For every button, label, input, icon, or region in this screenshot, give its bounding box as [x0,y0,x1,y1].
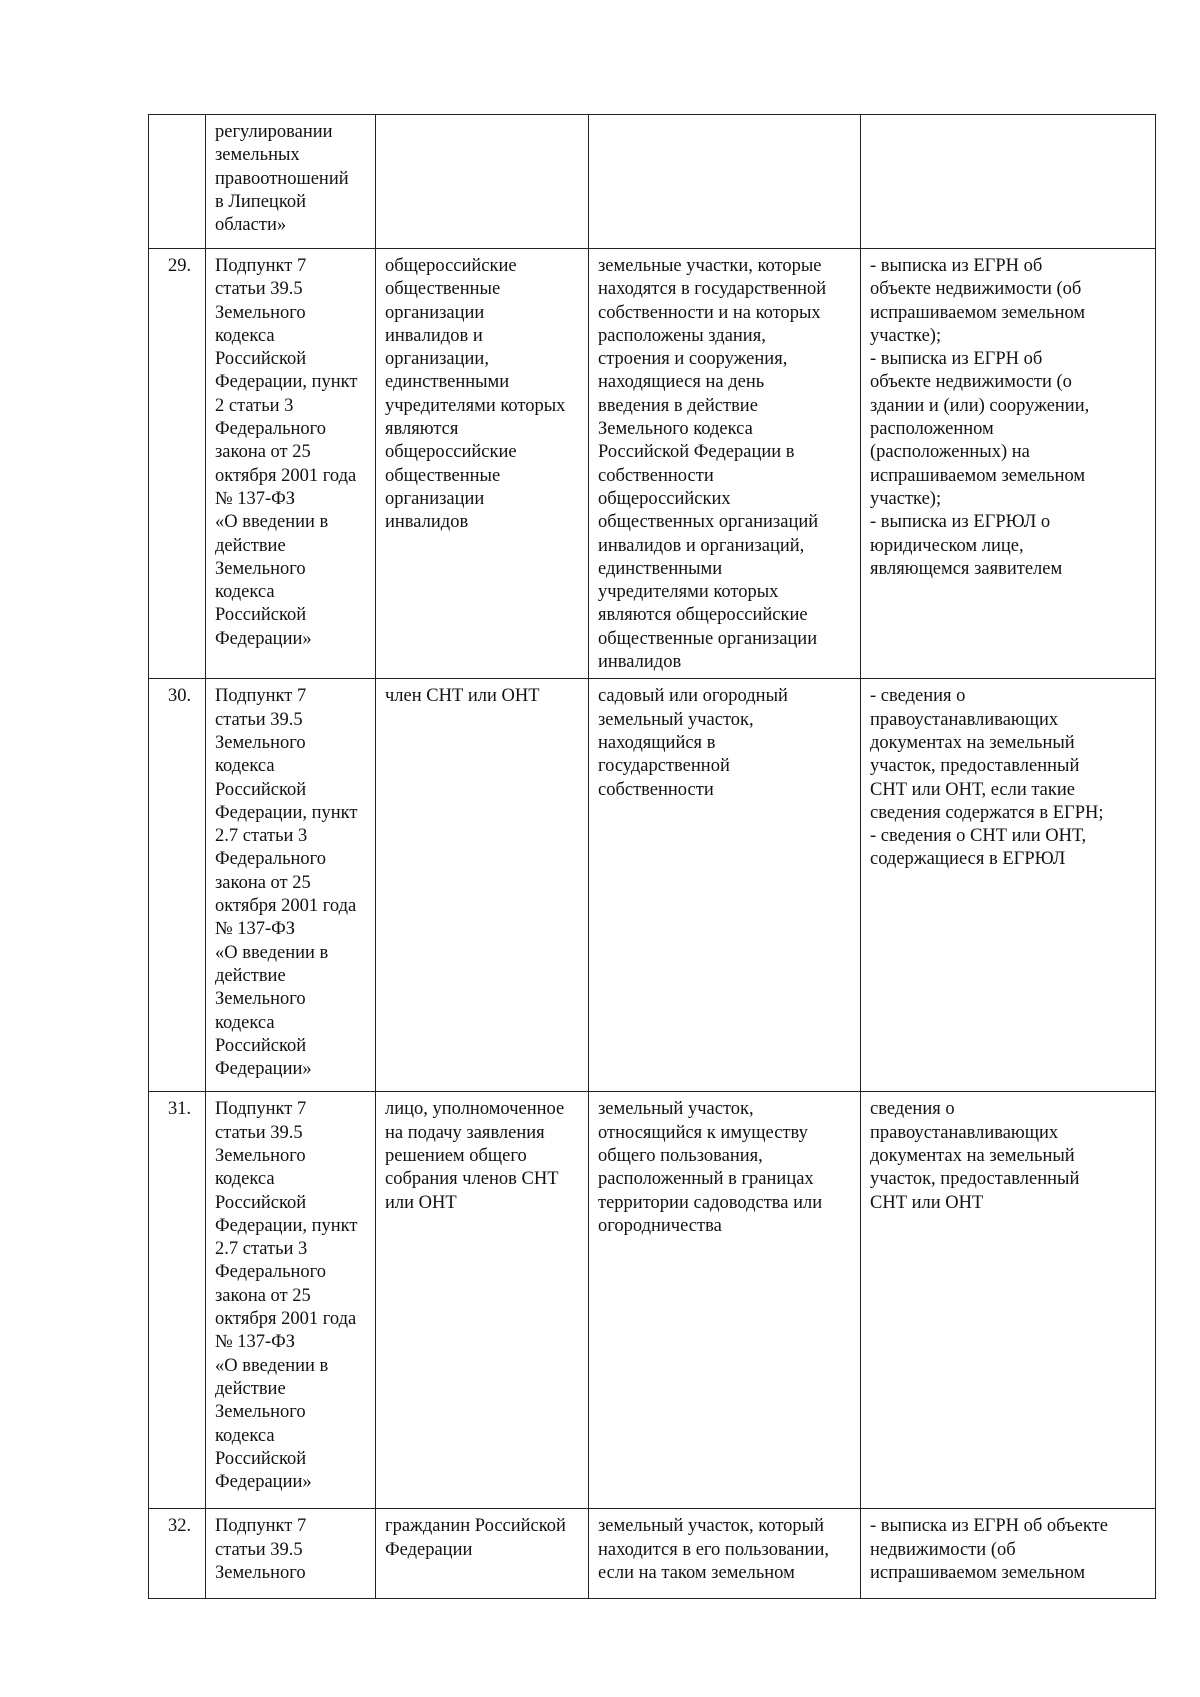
cell-text-line: закона от 25 [215,872,311,893]
applicant-cell [376,679,589,1092]
documents-cell [861,249,1156,679]
cell-text-line: учредителями которых [385,395,566,416]
cell-text-line: Федерации, пункт [215,802,358,823]
cell-text-line: кодекса [215,756,275,777]
land-plot-cell [589,1509,861,1599]
cell-text-line: сведения содержатся в ЕГРН; [870,802,1104,823]
cell-text-line: общественные [385,279,501,300]
cell-text-line: - выписка из ЕГРН об объекте [870,1516,1108,1537]
row-number-cell [149,679,206,1092]
documents-cell [861,1092,1156,1509]
cell-text-line: испрашиваемом земельном [870,302,1086,323]
table-row [149,1092,1156,1509]
cell-text-line: статьи 39.5 [215,1122,303,1143]
cell-text-line: правоустанавливающих [870,1122,1059,1143]
cell-text-line: недвижимости (об [870,1539,1016,1560]
cell-text-line: организации [385,488,485,509]
cell-text-line: статьи 39.5 [215,709,303,730]
cell-text-line: (расположенных) на [870,442,1030,463]
cell-text-line: Российской [215,605,307,626]
cell-text-line: Российской [215,779,307,800]
cell-text-line: введения в действие [598,395,758,416]
cell-text-line: на подачу заявления [385,1122,545,1143]
cell-text-line: документах на земельный [870,1145,1075,1166]
cell-text-line: статьи 39.5 [215,1539,303,1560]
cell-text-line: земельный участок, [598,709,754,730]
cell-text-line: «О введении в [215,1355,329,1376]
cell-text-line: - выписка из ЕГРН об [870,256,1043,276]
cell-text-line: являются [385,419,459,440]
cell-text-line: член СНТ или ОНТ [385,686,540,707]
cell-text-line: Земельного кодекса [598,419,753,440]
cell-text-line: инвалидов [385,512,469,533]
table-row [149,249,1156,679]
cell-text-line: здании и (или) сооружении, [870,395,1090,416]
cell-text-line: правоустанавливающих [870,709,1059,730]
row-number: 30. [167,686,192,707]
cell-text-line: закона от 25 [215,442,311,463]
cell-text-line: октября 2001 года [215,1309,357,1330]
cell-text-line: Земельного [215,558,306,579]
cell-text-line: Федерации» [215,1472,312,1493]
cell-text-line: являются общероссийские [598,605,808,626]
cell-text-line: собственности [598,779,714,800]
cell-text-line: Российской Федерации в [598,442,795,463]
cell-text-line: строения и сооружения, [598,349,788,370]
cell-text-line: решением общего [385,1145,527,1166]
cell-text-line: Федерации» [215,1059,312,1080]
cell-text-line: земельный участок, который [598,1516,824,1537]
cell-text-line: сведения о [870,1099,955,1120]
applicant-cell [376,1092,589,1509]
table-body [149,115,1156,1599]
cell-text-line: - сведения о [870,686,966,707]
cell-text-line: закона от 25 [215,1285,311,1306]
cell-text-line: содержащиеся в ЕГРЮЛ [870,849,1066,870]
cell-text-line: - выписка из ЕГРЮЛ о [870,512,1051,533]
cell-text-line: учредителями которых [598,582,779,603]
cell-text-line: Федерации» [215,628,312,649]
documents-cell [861,115,1156,249]
land-plot-cell [589,1092,861,1509]
cell-text-line: Земельного [215,1145,306,1166]
cell-text-line: Федерации [385,1539,473,1560]
cell-text-line: СНТ или ОНТ, если такие [870,779,1075,800]
applicant-cell [376,115,589,249]
cell-text-line: находятся в государственной [598,279,827,300]
cell-text-line: Федерации, пункт [215,1215,358,1236]
cell-text-line: действие [215,535,286,556]
cell-text-line: садовый или огородный [598,686,788,707]
cell-text-line: Российской [215,1448,307,1469]
cell-text-line: общественных организаций [598,512,819,533]
cell-text-line: Подпункт 7 [215,1099,307,1120]
cell-text-line: документах на земельный [870,732,1075,753]
cell-text-line: кодекса [215,582,275,603]
cell-text-line: регулировании [215,122,333,142]
cell-text-line: Федерации, пункт [215,372,358,393]
row-number-cell [149,249,206,679]
cell-text-line: Подпункт 7 [215,256,307,276]
cell-text-line: кодекса [215,325,275,346]
cell-text-line: Подпункт 7 [215,1516,307,1537]
cell-text-line: общероссийские [385,256,517,276]
cell-text-line: или ОНТ [385,1192,457,1213]
cell-text-line: 2.7 статьи 3 [215,1239,308,1260]
cell-text-line: - выписка из ЕГРН об [870,349,1043,370]
land-plot-cell [589,679,861,1092]
cell-text-line: участке); [870,488,942,509]
cell-text-line: участке); [870,325,942,346]
cell-text-line: «О введении в [215,512,329,533]
applicant-cell [376,249,589,679]
cell-text-line: Земельного [215,1562,306,1583]
cell-text-line: являющемся заявителем [870,558,1063,579]
cell-text-line: участок, предоставленный [870,1169,1080,1190]
cell-text-line: Земельного [215,989,306,1010]
cell-text-line: общероссийские [385,442,517,463]
cell-text-line: единственными [598,558,723,579]
land-plot-cell [589,249,861,679]
cell-text-line: общероссийских [598,488,731,509]
legal-basis-cell [206,679,376,1092]
cell-text-line: Российской [215,1035,307,1056]
cell-text-line: объекте недвижимости (об [870,279,1082,300]
row-number-cell [149,115,206,249]
cell-text-line: огородничества [598,1215,722,1236]
row-number: 32. [167,1516,192,1537]
cell-text-line: земельные участки, которые [598,256,822,276]
cell-text-line: расположенном [870,419,994,440]
cell-text-line: объекте недвижимости (о [870,372,1072,393]
row-number: 31. [167,1099,192,1120]
cell-text-line: гражданин Российской [385,1516,566,1537]
cell-text-line: находится в его пользовании, [598,1539,829,1560]
cell-text-line: организации, [385,349,489,370]
cell-text-line: Земельного [215,1402,306,1423]
cell-text-line: кодекса [215,1012,275,1033]
cell-text-line: Российской [215,349,307,370]
cell-text-line: лицо, уполномоченное [385,1099,565,1120]
cell-text-line: инвалидов [598,652,682,673]
row-number: 29. [167,256,192,276]
cell-text-line: находящийся в [598,732,716,753]
land-plot-documents-table [148,114,1156,1599]
cell-text-line: относящийся к имуществу [598,1122,808,1143]
cell-text-line: действие [215,1378,286,1399]
cell-text-line: правоотношений [215,168,349,189]
row-number-cell [149,1092,206,1509]
table-row [149,115,1156,249]
cell-text-line: № 137-ФЗ [215,1332,296,1353]
cell-text-line: - сведения о СНТ или ОНТ, [870,826,1087,847]
cell-text-line: собрания членов СНТ [385,1169,559,1190]
cell-text-line: организации [385,302,485,323]
cell-text-line: территории садоводства или [598,1192,823,1213]
cell-text-line: октября 2001 года [215,896,357,917]
cell-text-line: № 137-ФЗ [215,919,296,940]
table-row [149,1509,1156,1599]
cell-text-line: СНТ или ОНТ [870,1192,984,1213]
cell-text-line: Федерального [215,849,327,870]
cell-text-line: в Липецкой [215,191,307,212]
cell-text-line: если на таком земельном [598,1562,795,1583]
cell-text-line: инвалидов и организаций, [598,535,805,556]
cell-text-line: «О введении в [215,942,329,963]
cell-text-line: Российской [215,1192,307,1213]
cell-text-line: Федерального [215,1262,327,1283]
cell-text-line: Земельного [215,302,306,323]
cell-text-line: октября 2001 года [215,465,357,486]
cell-text-line: собственности [598,465,714,486]
table-row [149,679,1156,1092]
cell-text-line: общего пользования, [598,1145,763,1166]
cell-text-line: земельных [215,145,300,166]
documents-cell [861,679,1156,1092]
row-number-cell [149,1509,206,1599]
applicant-cell [376,1509,589,1599]
cell-text-line: испрашиваемом земельном [870,1562,1086,1583]
documents-cell [861,1509,1156,1599]
cell-text-line: находящиеся на день [598,372,765,393]
cell-text-line: 2.7 статьи 3 [215,826,308,847]
cell-text-line: испрашиваемом земельном [870,465,1086,486]
cell-text-line: области» [215,215,287,236]
cell-text-line: единственными [385,372,510,393]
cell-text-line: расположенный в границах [598,1169,814,1190]
cell-text-line: собственности и на которых [598,302,821,323]
cell-text-line: общественные [385,465,501,486]
legal-basis-cell [206,249,376,679]
cell-text-line: 2 статьи 3 [215,395,294,416]
cell-text-line: кодекса [215,1425,275,1446]
cell-text-line: № 137-ФЗ [215,488,296,509]
cell-text-line: юридическом лице, [870,535,1024,556]
legal-basis-cell [206,115,376,249]
cell-text-line: участок, предоставленный [870,756,1080,777]
cell-text-line: земельный участок, [598,1099,754,1120]
cell-text-line: действие [215,965,286,986]
cell-text-line: статьи 39.5 [215,279,303,300]
cell-text-line: расположены здания, [598,325,766,346]
legal-basis-cell [206,1092,376,1509]
cell-text-line: кодекса [215,1169,275,1190]
land-plot-cell [589,115,861,249]
cell-text-line: Федерального [215,419,327,440]
cell-text-line: общественные организации [598,628,818,649]
cell-text-line: Подпункт 7 [215,686,307,707]
legal-basis-cell [206,1509,376,1599]
cell-text-line: государственной [598,756,730,777]
cell-text-line: Земельного [215,732,306,753]
cell-text-line: инвалидов и [385,325,483,346]
